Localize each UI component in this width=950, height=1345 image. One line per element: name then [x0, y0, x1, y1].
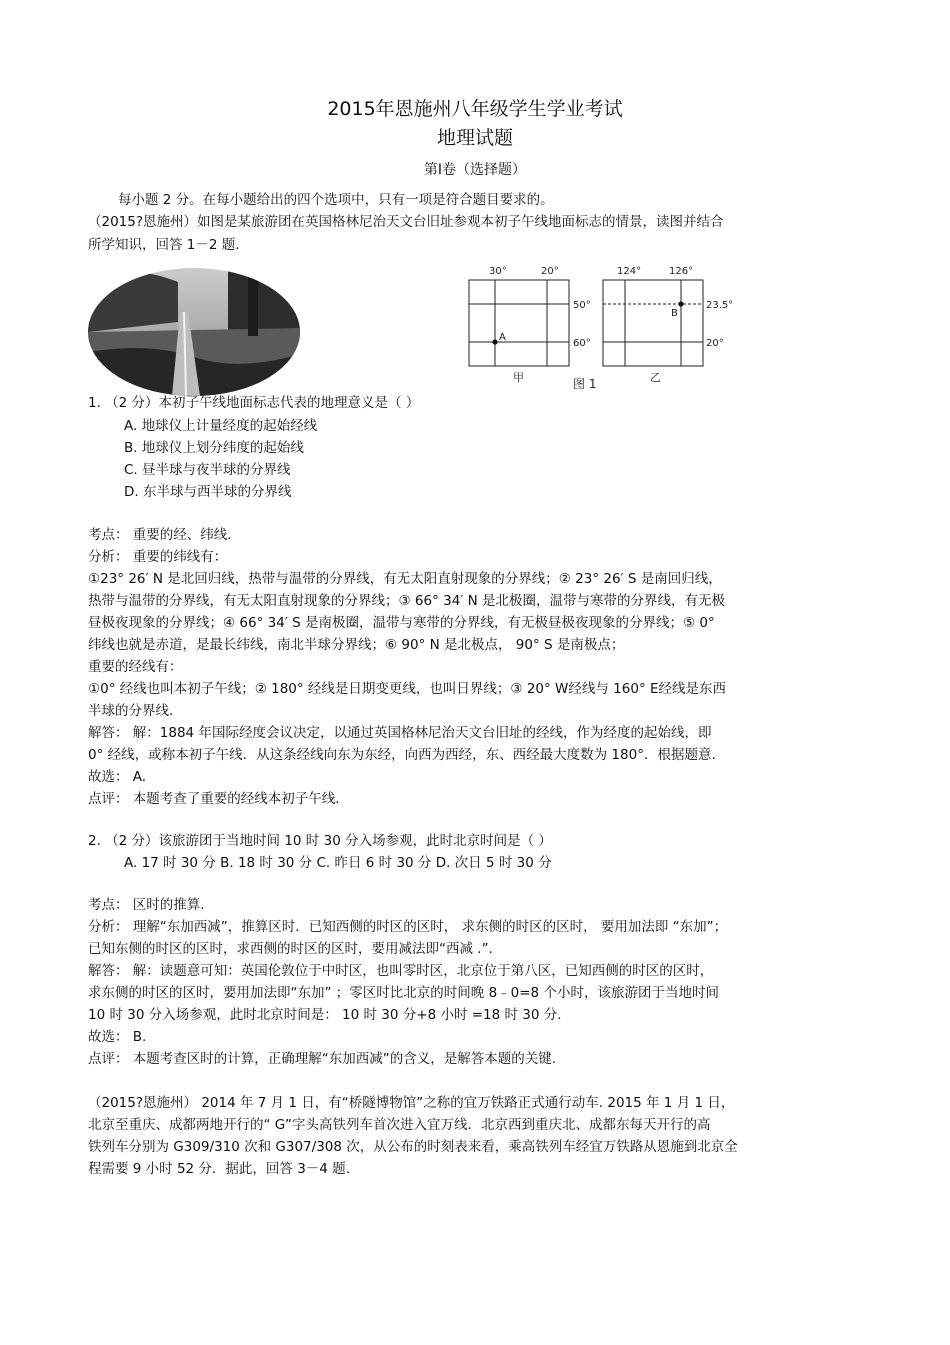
greenwich-meridian-photo: [88, 262, 300, 396]
q2-stem: 2. （2 分）该旅游团于当地时间 10 时 30 分入场参观，此时北京时间是（ ）: [88, 833, 552, 849]
q2-kaodian: 考点： 区时的推算.: [88, 897, 205, 913]
latitude-longitude-grid-figure: [465, 262, 745, 396]
q1-option-d[interactable]: D. 东半球与西半球的分界线: [124, 484, 292, 500]
q1-option-c[interactable]: C. 昼半球与夜半球的分界线: [124, 462, 291, 478]
q1-analysis-line: ①23° 26′ N 是北回归线，热带与温带的分界线，有无太阳直射现象的分界线；② 23° 26′ S 是南回归线，: [88, 571, 722, 587]
passage-line: 程需要 9 小时 52 分．据此，回答 3－4 题.: [88, 1161, 350, 1177]
yi-lat-bottom: 20°: [706, 338, 724, 349]
q2-jieda-line: 10 时 30 分入场参观，此时北京时间是： 10 时 30 分+8 小时 =18 时 30 分.: [88, 1007, 562, 1023]
q1-analysis-line: 昼极夜现象的分界线；④ 66° 34′ S 是南极圈，温带与寒带的分界线，有无极昼极夜现象的分界线；⑤ 0°: [88, 615, 715, 631]
figure-caption: 图 1: [573, 377, 597, 391]
q2-jieda: 解答： 解：读题意可知：英国伦敦位于中时区，也叫零时区，北京位于第八区，已知西侧的时区的区时，: [88, 963, 714, 979]
q1-option-b[interactable]: B. 地球仪上划分纬度的起始线: [124, 440, 304, 456]
yi-lon-left: 124°: [617, 266, 642, 277]
point-a-label: A: [499, 332, 506, 343]
subject-title: 地理试题: [436, 127, 513, 149]
instruction-text: 每小题 2 分。在每小题给出的四个选项中，只有一项是符合题目要求的。: [118, 192, 554, 208]
grid-yi: [603, 280, 703, 366]
q1-analysis-line: 纬线也就是赤道，是最长纬线，南北半球分界线；⑥ 90° N 是北极点， 90° S 是南极点；: [88, 637, 625, 653]
jia-name: 甲: [513, 371, 524, 384]
stem-line-1: （2015?恩施州）如图是某旅游团在英国格林尼治天文台旧址参观本初子午线地面标志的情景，读图并结合: [88, 214, 724, 230]
point-b-label: B: [671, 308, 678, 319]
q2-answer: 故选： B.: [88, 1029, 147, 1045]
jia-lon-right: 20°: [541, 266, 559, 277]
q2-dianping: 点评： 本题考查区时的计算，正确理解“东加西减”的含义，是解答本题的关键.: [88, 1051, 557, 1067]
q1-answer: 故选： A.: [88, 769, 147, 785]
q2-fenxi: 分析： 理解“东加西减”，推算区时．已知西侧的时区的区时， 求东侧的时区的区时， 要用加法即 “东加”；: [88, 919, 728, 935]
q1-analysis-line: 热带与温带的分界线，有无太阳直射现象的分界线；③ 66° 34′ N 是北极圈，温带与寒带的分界线，有无极: [88, 593, 726, 609]
q1-analysis-line: ①0° 经线也叫本初子午线；② 180° 经线是日期变更线，也叫日界线；③ 20° W经线与 160° E经线是东西: [88, 681, 727, 697]
point-a-marker: [492, 339, 497, 344]
q1-option-a[interactable]: A. 地球仪上计量经度的起始经线: [124, 418, 318, 434]
yi-name: 乙: [650, 371, 661, 384]
yi-lon-right: 126°: [669, 266, 694, 277]
q1-fenxi: 分析： 重要的纬线有：: [88, 549, 228, 565]
grid-jia: [469, 280, 569, 366]
section-heading: 第Ⅰ卷（选择题）: [423, 162, 527, 178]
jia-lat-top: 50°: [573, 300, 591, 311]
exam-title: 2015年恩施州八年级学生学业考试: [327, 98, 623, 120]
yi-lat-top: 23.5°: [706, 300, 734, 311]
q1-analysis-line: 半球的分界线.: [88, 703, 174, 719]
stem-line-2: 所学知识，回答 1－2 题.: [88, 237, 240, 253]
q2-jieda-line: 求东侧的时区的区时，要用加法即“东加” ；零区时比北京的时间晚 8﹣0=8 个小时，该旅游团于当地时间: [88, 985, 719, 1001]
q1-dianping: 点评： 本题考查了重要的经线本初子午线.: [88, 791, 340, 807]
q2-options[interactable]: A. 17 时 30 分 B. 18 时 30 分 C. 昨日 6 时 30 分 D. 次日 5 时 30 分: [124, 855, 552, 871]
jia-lat-bottom: 60°: [573, 338, 591, 349]
point-b-marker: [678, 301, 683, 306]
q2-analysis-line: 已知东侧的时区的区时，求西侧的时区的区时，要用减法即“西减 .”.: [88, 941, 493, 957]
jia-lon-left: 30°: [489, 266, 507, 277]
q1-jieda: 解答： 解：1884 年国际经度会议决定，以通过英国格林尼治天文台旧址的经线，作为经度的起始线，即: [88, 725, 712, 741]
passage-line: 铁列车分别为 G309/310 次和 G307/308 次，从公布的时刻表来看，乘高铁列车经宜万铁路从恩施到北京全: [88, 1139, 738, 1155]
passage-line: 北京至重庆、成都两地开行的“ G”字头高铁列车首次进入宜万线．北京西到重庆北、成都东每天开行的高: [88, 1117, 711, 1133]
passage-line: （2015?恩施州） 2014 年 7 月 1 日，有“桥隧博物馆”之称的宜万铁路正式通行动车. 2015 年 1 月 1 日，: [88, 1095, 735, 1111]
q1-kaodian: 考点： 重要的经、纬线.: [88, 527, 232, 543]
q1-analysis-line: 重要的经线有：: [88, 659, 183, 675]
q1-stem: 1. （2 分）本初子午线地面标志代表的地理意义是（ ）: [88, 395, 420, 411]
q1-jieda-line: 0° 经线，或称本初子午线．从这条经线向东为东经，向西为西经，东、西经最大度数为 180°．根据题意.: [88, 747, 716, 763]
